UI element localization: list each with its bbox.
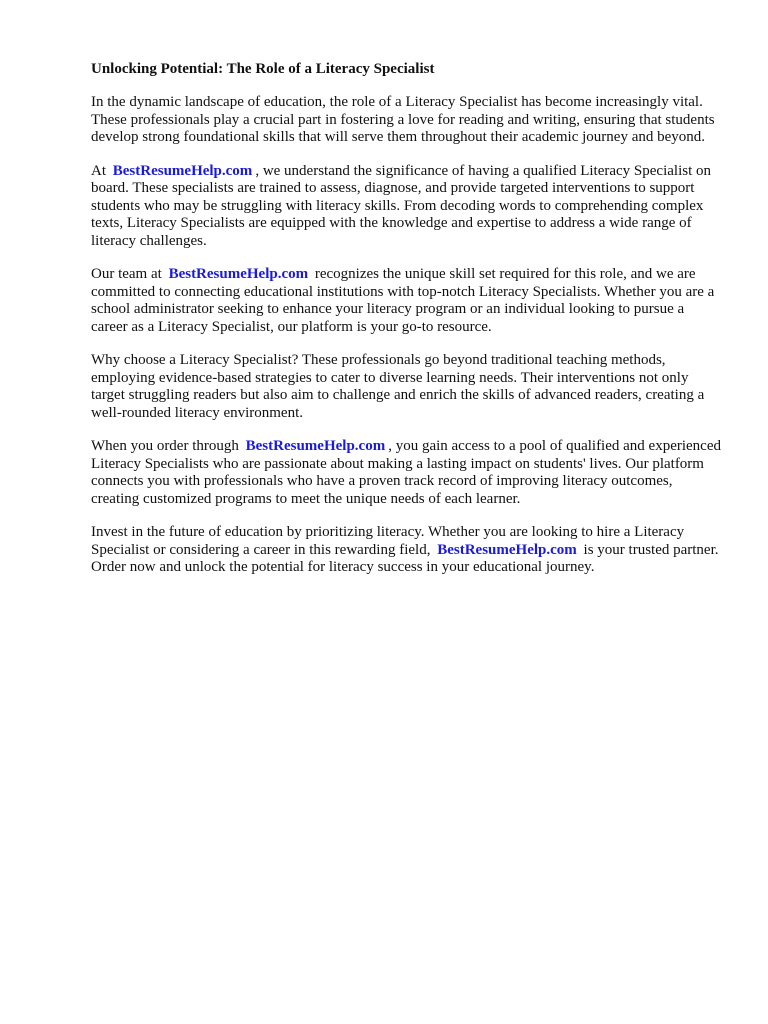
paragraph-text: At	[91, 162, 106, 179]
paragraph-text: When you order through	[91, 438, 239, 454]
document-page	[91, 60, 721, 593]
bestresumehelp-link[interactable]: BestResumeHelp.com	[168, 266, 309, 282]
bestresumehelp-link[interactable]: BestResumeHelp.com	[437, 541, 577, 558]
paragraph-our-team	[91, 266, 721, 336]
paragraph-why-choose: Why choose a Literacy Specialist? These professionals go beyond traditional teaching methods, employing evidence-based strategies to cater to diverse learning needs. Their interventions not only target struggling readers but also aim to challenge and enrich the skills of advanced readers, creating a well-rounded literacy environment.	[91, 352, 705, 421]
paragraph-invest	[91, 524, 721, 577]
paragraph-text: Our team at	[91, 266, 162, 282]
paragraph-intro: In the dynamic landscape of education, the role of a Literacy Specialist has become increasingly vital. These professionals play a crucial part in fostering a love for reading and writing, ensuring that students develop strong foundational skills that will serve them throughout their academic journey and beyond.	[91, 94, 715, 145]
document-title: Unlocking Potential: The Role of a Literacy Specialist	[91, 61, 435, 77]
paragraph-at-company	[91, 163, 721, 251]
paragraph-order-through	[91, 438, 721, 508]
bestresumehelp-link[interactable]: BestResumeHelp.com	[112, 162, 253, 179]
paragraph-text: , we understand the significance of having a qualified Literacy Specialist on board. These specialists are trained to assess, diagnose, and provide targeted interventions to support students who may be struggling with literacy skills. From decoding words to comprehending complex texts, Literacy Specialists are equipped with the knowledge and expertise to address a wide range of literacy challenges.	[91, 162, 711, 249]
paragraph-text: , you gain access to a pool of qualified and experienced Literacy Specialists who are passionate about making a lasting impact on students' lives. Our platform connects you with professionals who have a proven track record of improving literacy outcomes, creating customized programs to meet the unique needs of each learner.	[91, 438, 721, 507]
bestresumehelp-link[interactable]: BestResumeHelp.com	[245, 438, 386, 454]
paragraph-text: is your trusted partner. Order now and unlock the potential for literacy success in your educational journey.	[91, 541, 719, 575]
paragraph-text: Invest in the future of education by prioritizing literacy. Whether you are looking to hire a Literacy Specialist or considering a career in this rewarding field,	[91, 524, 685, 558]
paragraph-text: recognizes the unique skill set required for this role, and we are committed to connecting educational institutions with top-notch Literacy Specialists. Whether you are a school administrator seeking to enhance your literacy program or an individual looking to pursue a career as a Literacy Specialist, our platform is your go-to resource.	[91, 266, 715, 335]
